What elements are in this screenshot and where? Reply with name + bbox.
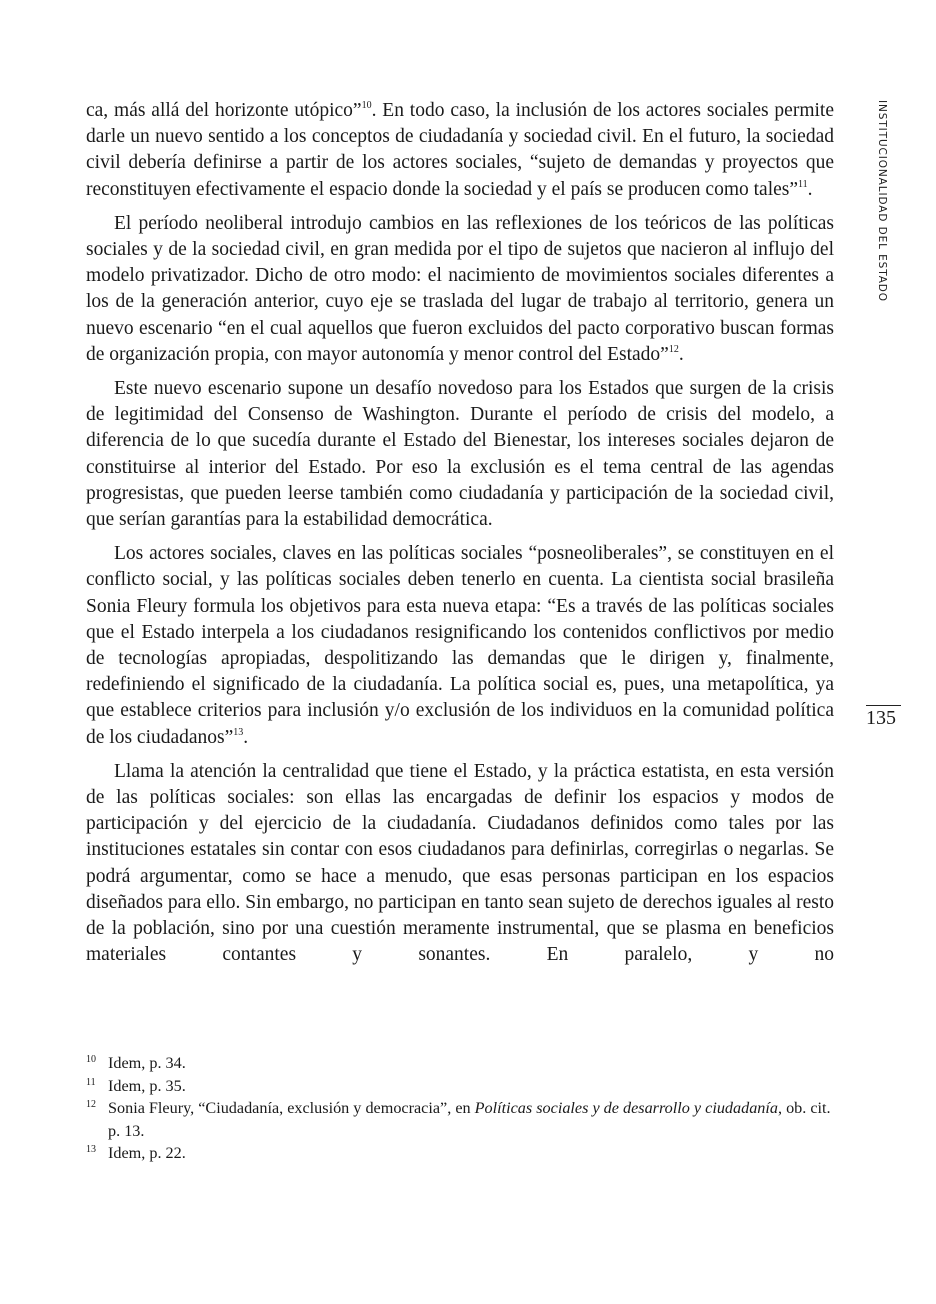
footnote-12	[86, 1097, 838, 1142]
footnote-text: Idem, p. 34.	[108, 1054, 186, 1072]
main-text	[86, 98, 834, 977]
paragraph-2: El período neoliberal introdujo cambios en las reflexiones de los teóricos de las políticas sociales y de la sociedad civil, en gran medida por el tipo de sujetos que nacieron al influjo del modelo privatizador. Dicho de otro modo: el nacimiento de movimientos sociales diferentes a los de la generación anterior, cuyo eje se traslada del lugar de trabajo al territorio, genera un nuevo escenario “en el cual aquellos que fueron excluidos del pacto corporativo buscan formas de organización propia, con mayor autonomía y menor control del Estado”$^{12}$.	[86, 212, 834, 365]
footnote-number: 11	[86, 1076, 96, 1088]
footnote-13	[86, 1142, 838, 1165]
footnote-number: 13	[86, 1144, 96, 1156]
page-number-rule	[866, 705, 901, 706]
footnote-text: Sonia Fleury, “Ciudadanía, exclusión y democracia”, en Políticas sociales y de desarrollo y ciudadanía, ob. cit. p. 13.	[108, 1099, 831, 1140]
paragraph-3: Este nuevo escenario supone un desafío novedoso para los Estados que surgen de la crisis de legitimidad del Consenso de Washington. Durante el período de crisis del modelo, a diferencia de lo que sucedía durante el Estado del Bienestar, los intereses sociales dejaron de constituirse al interior del Estado. Por eso la exclusión es el tema central de las agendas progresistas, que pueden leerse también como ciudadanía y participación de la sociedad civil, que serían garantías para la estabilidad democrática.	[86, 378, 834, 531]
footnote-ref-13[interactable]: 13	[233, 726, 244, 738]
footnote-text: Idem, p. 22.	[108, 1144, 186, 1163]
footnote-ref-11[interactable]: 11	[798, 178, 808, 190]
paragraph-5: Llama la atención la centralidad que tiene el Estado, y la práctica estatista, en esta versión de las políticas sociales: son ellas las encargadas de definir los espacios y modos de participación y del ejercicio de la ciudadanía. Ciudadanos definidos como tales por las instituciones estatales sin contar con esos ciudadanos para definirlas, corregirlas o negarlas. Se podrá argumentar, como se hace a menudo, que esas personas participan en los espacios diseñados para ello. Sin embargo, no participan en tanto sean sujeto de derechos iguales al resto de la población, sino por una cuestión meramente instrumental, que se plasma en beneficios materiales contantes y sonantes. En paralelo, y no	[86, 760, 834, 966]
footnote-ref-10[interactable]: 10	[361, 100, 372, 111]
footnotes	[86, 1052, 838, 1165]
footnote-number: 10	[86, 1054, 96, 1065]
running-header-side: INSTITUCIONALIDAD DEL ESTADO	[876, 100, 888, 302]
footnote-11	[86, 1075, 838, 1098]
footnote-10	[86, 1052, 838, 1075]
footnote-ref-12[interactable]: 12	[668, 343, 679, 355]
paragraph-1: ca, más allá del horizonte utópico”$^{10}$. En todo caso, la inclusión de los actores sociales permite darle un nuevo sentido a los conceptos de ciudadanía y sociedad civil. En el futuro, la sociedad civil debería definirse a partir de los actores sociales, “sujeto de demandas y proyectos que reconstituyen efectivamente el espacio donde la sociedad y el país se producen como tales”$^{11}$.	[86, 100, 834, 200]
paragraph-4: Los actores sociales, claves en las políticas sociales “posneoliberales”, se constituyen en el conflicto social, y las políticas sociales deben tenerlo en cuenta. La cientista social brasileña Sonia Fleury formula los objetivos para esta nueva etapa: “Es a través de las políticas sociales que el Estado interpela a los ciudadanos resignificando los contenidos conflictivos por medio de tecnologías apropiadas, despolitizando las demandas que le dirigen y, finalmente, redefiniendo el significado de la ciudadanía. La política social es, pues, una metapolítica, ya que establece criterios para inclusión y/o exclusión de los individuos en la comunidad política de los ciudadanos”$^{13}$.	[86, 543, 834, 748]
footnote-text: Idem, p. 35.	[108, 1076, 186, 1095]
footnote-number: 12	[86, 1099, 96, 1111]
page-number: 135	[866, 707, 896, 729]
cited-work-title: Políticas sociales y de desarrollo y ciudadanía	[474, 1099, 778, 1118]
